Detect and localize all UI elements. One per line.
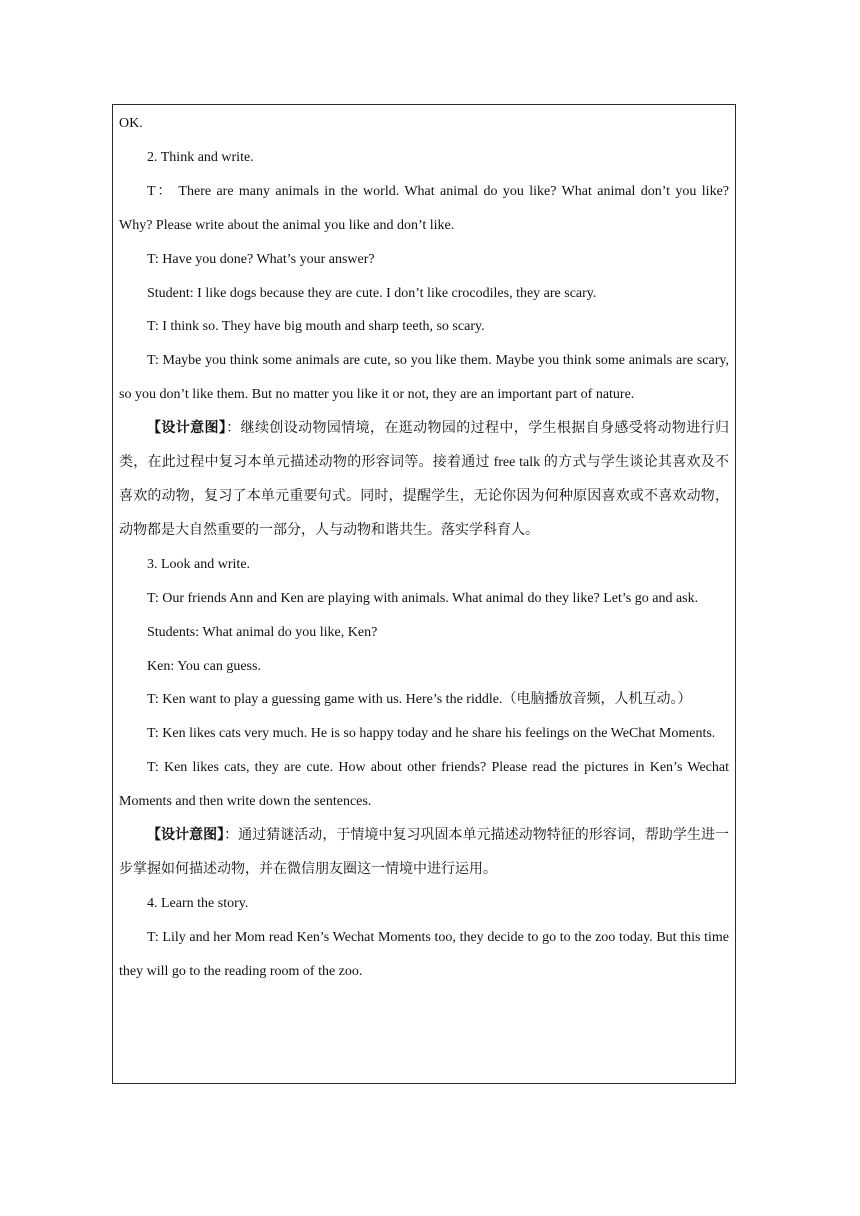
paragraph: OK.: [119, 116, 143, 131]
design-intent-text: ：继续创设动物园情境，在逛动物园的过程中，学生根据自身感受将动物进行归类，在此过程中复习本单元描述动物的形容词等。接着通过 free talk 的方式与学生谈论其喜欢及不喜欢的动物，复习了本单元重要句式。同时，提醒学生，无论你因为何种原因喜欢或不喜欢动物，动物都是大自然重要的一部分，人与动物和谐共生。落实学科育人。: [119, 421, 729, 538]
paragraph: 4. Learn the story.: [147, 895, 249, 911]
paragraph: 3. Look and write.: [147, 556, 251, 572]
design-intent-label: 【设计意图】: [147, 421, 227, 437]
paragraph: T: Ken likes cats, they are cute. How about other friends? Please read the pictures in Ken’s Wechat Moments and then write down the sentences.: [119, 760, 729, 810]
paragraph: T: Maybe you think some animals are cute, so you like them. Maybe you think some animals are scary, so you don’t like them. But no matter you like it or not, they are an important part of nature.: [119, 353, 729, 403]
paragraph: T: Our friends Ann and Ken are playing with animals. What animal do they like? Let’s go and ask.: [147, 590, 699, 606]
paragraph: T: Have you done? What’s your answer?: [147, 251, 375, 267]
paragraph: Students: What animal do you like, Ken?: [147, 624, 378, 640]
paragraph: T: I think so. They have big mouth and sharp teeth, so scary.: [147, 319, 485, 335]
design-intent-text: ：通过猜谜活动，于情境中复习巩固本单元描述动物特征的形容词，帮助学生进一步掌握如何描述动物，并在微信朋友圈这一情境中进行运用。: [119, 828, 730, 877]
paragraph: T: Ken likes cats very much. He is so happy today and he share his feelings on the WeChat Moments.: [147, 726, 716, 742]
paragraph: T: Ken want to play a guessing game with us. Here’s the riddle.（电脑播放音频，人机互动。）: [147, 692, 692, 708]
design-intent-label: 【设计意图】: [147, 828, 225, 844]
paragraph: T： There are many animals in the world. What animal do you like? What animal don’t you like? Why? Please write about the animal you like and don’t like.: [119, 183, 729, 233]
paragraph: T: Lily and her Mom read Ken’s Wechat Moments too, they decide to go to the zoo today. But this time they will go to the reading room of the zoo.: [119, 929, 729, 979]
design-intent-paragraph: [119, 819, 729, 887]
lesson-plan-table-cell: [112, 104, 736, 1084]
design-intent-paragraph: [119, 412, 729, 548]
paragraph: Student: I like dogs because they are cute. I don’t like crocodiles, they are scary.: [147, 285, 597, 301]
paragraph: 2. Think and write.: [147, 149, 254, 165]
paragraph: Ken: You can guess.: [147, 658, 261, 674]
